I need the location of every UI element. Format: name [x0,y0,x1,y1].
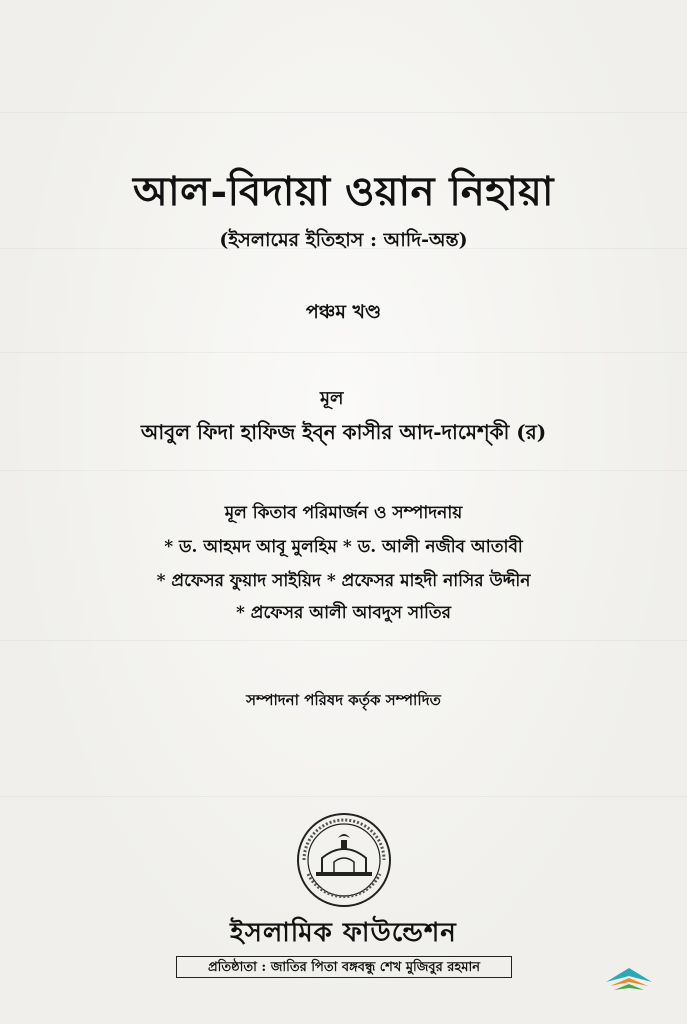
bleed-through-line [0,796,687,797]
bleed-through-line [0,352,687,353]
book-logo-icon [600,958,658,998]
edited-by-label: সম্পাদনা পরিষদ কর্তৃক সম্পাদিত [246,691,441,709]
bleed-through-line [0,640,687,641]
book-subtitle: (ইসলামের ইতিহাস : আদি-অন্ত) [219,229,468,251]
islamic-foundation-seal-icon [294,810,394,910]
editors-line: * ড. আহমদ আবূ মুলহিম * ড. আলী নজীব আতাবী [164,537,523,557]
bleed-through-line [0,112,687,113]
original-label: মূল [320,388,344,409]
publisher-name: ইসলামিক ফাউন্ডেশন [230,918,457,948]
founder-note: প্রতিষ্ঠাতা : জাতির পিতা বঙ্গবন্ধু শেখ মুজিবুর রহমান [176,956,512,978]
editing-label: মূল কিতাব পরিমার্জন ও সম্পাদনায় [224,503,463,523]
editors-line: * প্রফেসর আলী আবদুস সাতির [235,603,452,623]
author-name: আবুল ফিদা হাফিজ ইব্‌ন কাসীর আদ-দামেশ্‌কী (র) [140,420,547,444]
bleed-through-line [0,470,687,471]
book-title: আল-বিদায়া ওয়ান নিহায়া [133,168,554,215]
editors-line: * প্রফেসর ফুয়াদ সাইয়িদ * প্রফেসর মাহদী নাসির উদ্দীন [156,571,531,591]
volume-label: পঞ্চম খণ্ড [305,301,382,323]
